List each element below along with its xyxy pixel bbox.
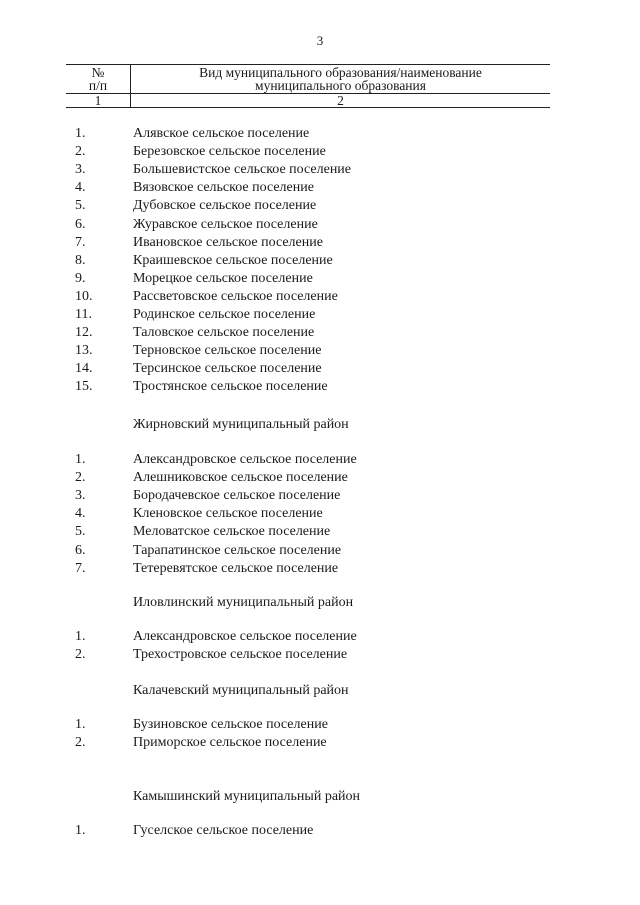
list-item-number: 3.: [75, 162, 86, 178]
list-item-number: 13.: [75, 343, 93, 359]
list-item-number: 11.: [75, 307, 92, 322]
list-item-number: 3.: [75, 488, 86, 504]
header-table: [66, 64, 550, 108]
list-item-number: 12.: [75, 325, 93, 341]
list-item: [0, 646, 640, 664]
list-item-name: Краишевское сельское поселение: [133, 252, 333, 268]
list-item: [0, 179, 640, 197]
list-item-number: 7.: [75, 560, 86, 576]
list-item: [0, 324, 640, 342]
list-item-name: Кленовское сельское поселение: [133, 506, 323, 522]
list-item-name: Алешниковское сельское поселение: [133, 470, 348, 486]
header-col2-number: 2: [131, 94, 551, 108]
list-item-name: Таловское сельское поселение: [133, 325, 315, 341]
header-col2: [131, 65, 551, 94]
list-item-number: 2.: [75, 144, 86, 160]
list-item-number: 6.: [75, 542, 86, 558]
list-item-name: Вязовское сельское поселение: [133, 180, 314, 196]
list-item-number: 5.: [75, 524, 86, 540]
list-item-name: Терсинское сельское поселение: [133, 361, 322, 377]
list-item: [0, 542, 640, 560]
list-item-number: 4.: [75, 180, 86, 196]
list-item-name: Дубовское сельское поселение: [133, 198, 317, 214]
list-item-name: Тростянское сельское поселение: [133, 379, 328, 395]
header-col1: [66, 65, 131, 94]
list-item: [0, 523, 640, 541]
list-item: [0, 252, 640, 270]
list-item-name: Журавское сельское поселение: [133, 216, 318, 232]
list-item: [0, 161, 640, 179]
header-col1-line1: №: [91, 65, 105, 80]
list-item-name: Александровское сельское поселение: [133, 629, 357, 644]
list-item-name: Родинское сельское поселение: [133, 307, 316, 322]
list-item-number: 1.: [75, 452, 86, 467]
header-col2-line2: муниципального образования: [255, 78, 426, 93]
header-col1-line2: п/п: [88, 78, 108, 93]
list-item-number: 8.: [75, 252, 86, 268]
list-item-number: 15.: [75, 379, 93, 395]
list-item: [0, 505, 640, 523]
list-item-name: Приморское сельское поселение: [133, 735, 327, 751]
list-item: [0, 342, 640, 360]
list-item-name: Морецкое сельское поселение: [133, 270, 313, 286]
list-item-name: Бузиновское сельское поселение: [133, 717, 328, 732]
list-item-number: 1.: [75, 717, 86, 732]
list-item-number: 1.: [75, 629, 86, 644]
list-item: [0, 734, 640, 752]
list-item: [0, 822, 640, 840]
list-item-name: Рассветовское сельское поселение: [133, 288, 338, 304]
list-item-number: 7.: [75, 234, 86, 250]
district-title: Иловлинский муниципальный район: [133, 595, 354, 610]
list-item: [0, 125, 640, 143]
list-item: [0, 270, 640, 288]
list-item-number: 6.: [75, 216, 86, 232]
district-title: Калачевский муниципальный район: [133, 683, 349, 698]
list-item-number: 1.: [75, 823, 86, 838]
list-item: [0, 628, 640, 646]
district-title: Камышинский муниципальный район: [133, 789, 361, 804]
list-item-number: 10.: [75, 288, 93, 304]
header-col2-line1: Вид муниципального образования/наименование: [199, 65, 482, 80]
list-item-number: 14.: [75, 361, 93, 377]
list-item: [0, 560, 640, 578]
list-item-name: Березовское сельское поселение: [133, 144, 326, 160]
list-item-name: Александровское сельское поселение: [133, 452, 357, 467]
list-item: [0, 378, 640, 396]
list-item-number: 4.: [75, 506, 86, 522]
list-item-number: 1.: [75, 126, 86, 141]
list-item-name: Большевистское сельское поселение: [133, 162, 352, 178]
list-item: [0, 216, 640, 234]
list-item-name: Тарапатинское сельское поселение: [133, 542, 342, 558]
list-item-number: 5.: [75, 198, 86, 214]
list-item: [0, 360, 640, 378]
list-item-name: Тетеревятское сельское поселение: [133, 560, 339, 576]
list-item-name: Алявское сельское поселение: [133, 126, 310, 141]
list-item: [0, 197, 640, 215]
list-item-name: Терновское сельское поселение: [133, 343, 322, 359]
list-item-number: 2.: [75, 735, 86, 751]
list-item-name: Меловатское сельское поселение: [133, 524, 331, 540]
list-item: [0, 306, 640, 324]
list-item-name: Ивановское сельское поселение: [133, 234, 323, 250]
list-item: [0, 487, 640, 505]
list-item-name: Трехостровское сельское поселение: [133, 647, 348, 663]
list-item-name: Гуселское сельское поселение: [133, 823, 314, 838]
list-item-number: 2.: [75, 647, 86, 663]
list-item: [0, 469, 640, 487]
list-item-name: Бородачевское сельское поселение: [133, 488, 341, 504]
list-item: [0, 234, 640, 252]
list-item-number: 9.: [75, 270, 86, 286]
list-item: [0, 288, 640, 306]
list-item-number: 2.: [75, 470, 86, 486]
list-item: [0, 451, 640, 469]
district-title: Жирновский муниципальный район: [133, 417, 349, 432]
page-number: 3: [316, 33, 324, 48]
header-col1-number: 1: [66, 94, 131, 108]
list-item: [0, 143, 640, 161]
list-item: [0, 716, 640, 734]
